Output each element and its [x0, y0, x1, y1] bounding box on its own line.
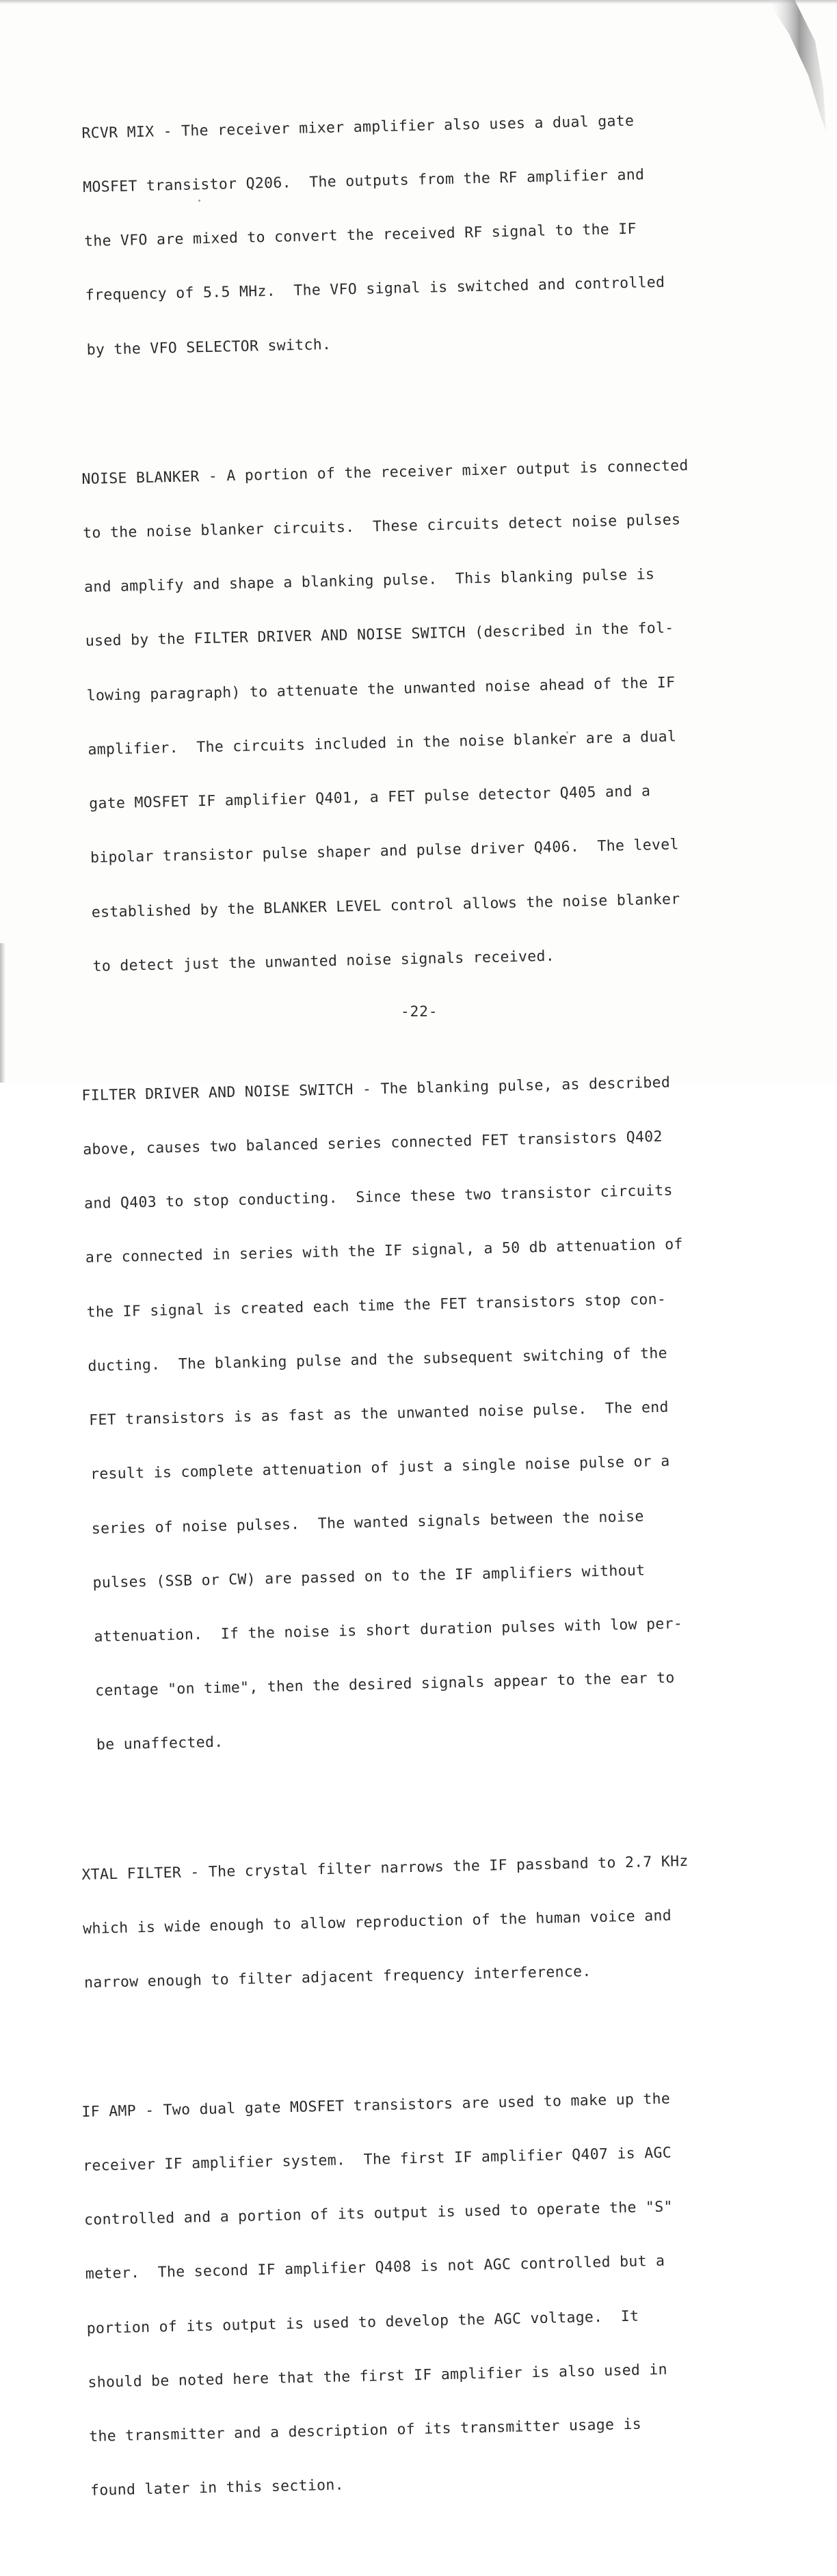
body-text — [81, 89, 751, 2576]
text-line: narrow enough to filter adjacent frequency interference. — [83, 1962, 592, 1992]
text-line: meter. The second IF amplifier Q408 is not AGC controlled but a — [85, 2253, 665, 2283]
paragraph-if-amp — [81, 2052, 761, 2537]
text-line: controlled and a portion of its output is used to operate the "S" — [83, 2198, 674, 2229]
paragraph-xtal-filter — [81, 1815, 755, 2029]
text-line: are connected in series with the IF signal, a 50 db attenuation of — [85, 1236, 684, 1267]
text-line: centage "on time", then the desired signals appear to the ear to — [94, 1669, 675, 1700]
text-line: series of noise pulses. The wanted signals between the noise — [91, 1507, 644, 1538]
text-line: portion of its output is used to develop the AGC voltage. It — [86, 2307, 639, 2337]
text-line: which is wide enough to allow reproduction of the human voice and — [82, 1907, 672, 1938]
text-line: the VFO are mixed to convert the received RF signal to the IF — [83, 220, 637, 251]
paragraph-rcvr-mix — [81, 74, 758, 396]
text-line: and amplify and shape a blanking pulse. This blanking pulse is — [83, 566, 655, 597]
text-line: by the VFO SELECTOR switch. — [86, 336, 332, 359]
text-line: IF AMP - Two dual gate MOSFET transistors are used to make up the — [81, 2090, 671, 2121]
text-line: XTAL FILTER - The crystal filter narrows the IF passband to 2.7 KHz — [81, 1852, 689, 1884]
text-line: FILTER DRIVER AND NOISE SWITCH - The blanking pulse, as described — [81, 1074, 671, 1104]
paragraph-filter-driver — [81, 1036, 767, 1791]
text-line: should be noted here that the first IF amplifier is also used in — [88, 2361, 668, 2391]
text-line: established by the BLANKER LEVEL control allows the noise blanker — [91, 890, 680, 921]
text-line: gate MOSFET IF amplifier Q401, a FET pulse detector Q405 and a — [88, 783, 651, 813]
text-line: found later in this section. — [90, 2476, 345, 2500]
text-line: result is complete attenuation of just a single noise pulse or a — [90, 1452, 670, 1484]
text-line: the IF signal is created each time the FET transistors stop con- — [86, 1290, 667, 1321]
scan-top-edge — [0, 0, 837, 4]
text-line: attenuation. If the noise is short duration pulses with low per- — [94, 1615, 683, 1646]
text-line: ducting. The blanking pulse and the subsequent switching of the — [88, 1344, 668, 1375]
text-line: bipolar transistor pulse shaper and pulse driver Q406. The level — [90, 836, 679, 867]
text-line: frequency of 5.5 MHz. The VFO signal is switched and controlled — [85, 274, 665, 305]
text-line: pulses (SSB or CW) are passed on to the IF amplifiers without — [92, 1562, 646, 1592]
page-corner-shadow — [755, 0, 837, 137]
text-line: lowing paragraph) to attenuate the unwanted noise ahead of the IF — [86, 673, 676, 705]
page-number: -22- — [401, 1003, 438, 1020]
text-line: MOSFET transistor Q206. The outputs from the RF amplifier and — [82, 166, 645, 196]
text-line: be unaffected. — [96, 1733, 224, 1754]
paragraph-noise-blanker — [81, 420, 764, 1012]
text-line: to the noise blanker circuits. These circuits detect noise pulses — [82, 511, 681, 542]
text-line: and Q403 to stop conducting. Since these two transistor circuits — [83, 1182, 674, 1213]
text-line: amplifier. The circuits included in the noise blanker are a dual — [88, 728, 677, 759]
text-line: the transmitter and a description of its transmitter usage is — [88, 2415, 642, 2446]
text-line: FET transistors is as fast as the unwanted noise pulse. The end — [88, 1398, 669, 1429]
text-line: to detect just the unwanted noise signals received. — [92, 947, 555, 975]
text-line: RCVR MIX - The receiver mixer amplifier also uses a dual gate — [81, 112, 635, 142]
text-line: used by the FILTER DRIVER AND NOISE SWITCH (described in the fol- — [85, 619, 674, 651]
text-line: NOISE BLANKER - A portion of the receiver mixer output is connected — [81, 457, 689, 488]
text-line: receiver IF amplifier system. The first IF amplifier Q407 is AGC — [82, 2144, 672, 2175]
scan-left-edge — [0, 943, 5, 1083]
text-line: above, causes two balanced series connected FET transistors Q402 — [82, 1128, 663, 1158]
